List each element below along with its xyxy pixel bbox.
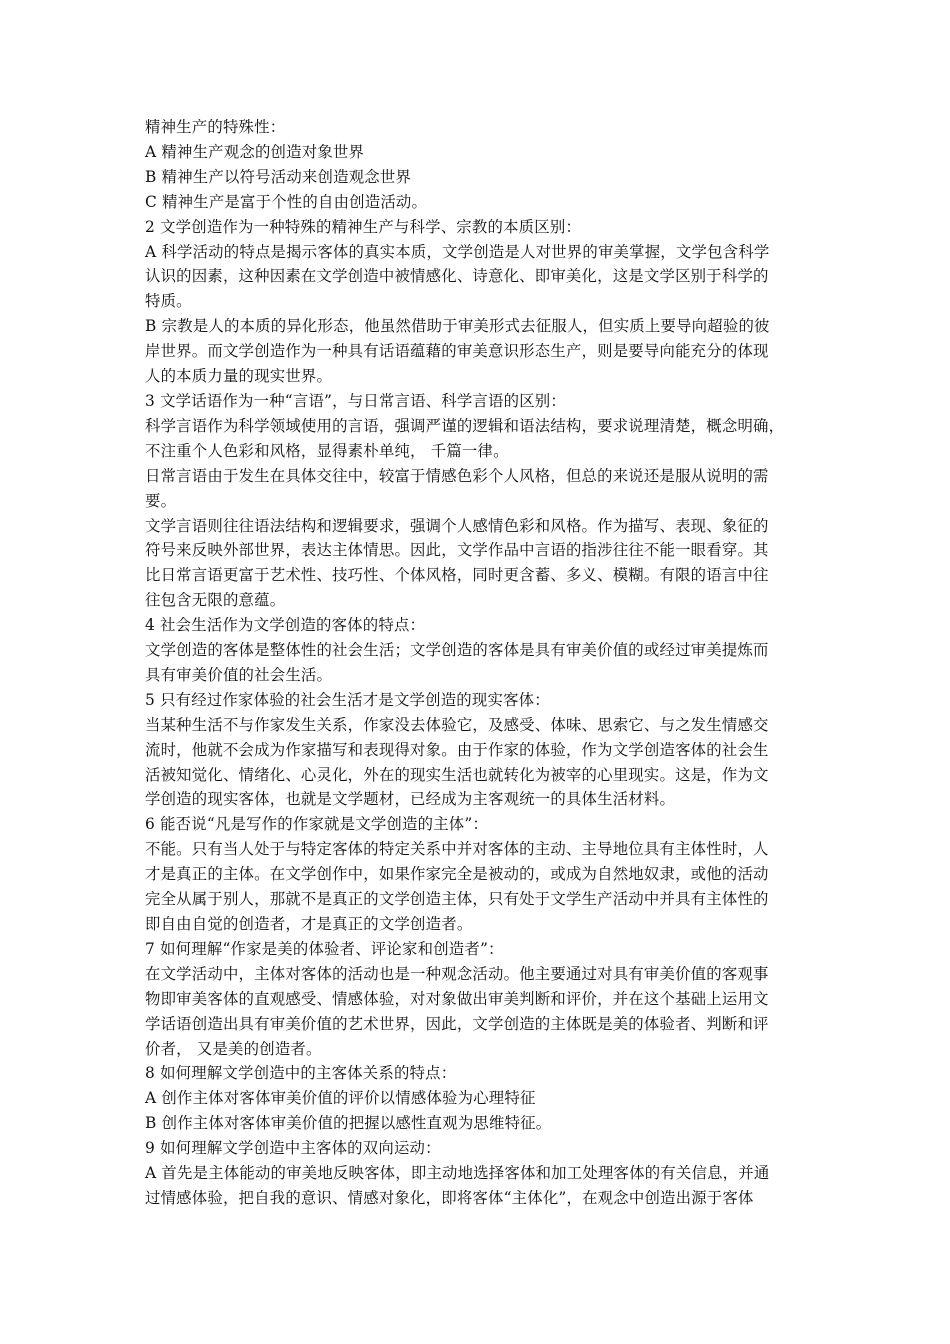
section-heading: 5 只有经过作家体验的社会生活才是文学创造的现实客体： bbox=[145, 690, 550, 709]
text-line: 过情感体验，把自我的意识、情感对象化，即将客体“主体化”，在观念中创造出源于客体 bbox=[145, 1188, 754, 1207]
section-heading: 9 如何理解文学创造中主客体的双向运动： bbox=[145, 1139, 441, 1158]
text-line: 才是真正的主体。在文学创作中，如果作家完全是被动的，或成为自然地奴隶，或他的活动 bbox=[145, 865, 769, 884]
text-line: B 创作主体对客体审美价值的把握以感性直观为思维特征。 bbox=[145, 1114, 552, 1133]
text-line: 岸世界。而文学创造作为一种具有话语蕴藉的审美意识形态生产，则是要导向能充分的体现 bbox=[145, 342, 769, 361]
text-line: 精神生产的特殊性： bbox=[145, 118, 286, 136]
text-line: 特质。 bbox=[145, 292, 192, 311]
text-line: 学话语创造出具有审美价值的艺术世界，因此，文学创造的主体既是美的体验者、判断和评 bbox=[145, 1014, 769, 1033]
text-line: 价者， 又是美的创造者。 bbox=[145, 1039, 322, 1058]
text-line: 学创造的现实客体，也就是文学题材，已经成为主客观统一的具体生活材料。 bbox=[145, 790, 676, 809]
text-line: 在文学活动中，主体对客体的活动也是一种观念活动。他主要通过对具有审美价值的客观事 bbox=[145, 964, 769, 983]
text-line: 物即审美客体的直观感受、情感体验，对对象做出审美判断和评价，并在这个基础上运用文 bbox=[145, 989, 769, 1008]
section-heading: 8 如何理解文学创造中的主客体关系的特点： bbox=[145, 1064, 457, 1083]
text-line: 符号来反映外部世界，表达主体情思。因此，文学作品中言语的指涉往往不能一眼看穿。其 bbox=[145, 541, 769, 560]
text-line: 科学言语作为科学领域使用的言语，强调严谨的逻辑和语法结构，要求说理清楚，概念明确， bbox=[145, 416, 785, 435]
text-line: B 宗教是人的本质的异化形态，他虽然借助于审美形式去征服人，但实质上要导向超验的彼 bbox=[145, 317, 770, 336]
text-line: A 创作主体对客体审美价值的评价以情感体验为心理特征 bbox=[145, 1089, 536, 1108]
text-line: A 首先是主体能动的审美地反映客体，即主动地选择客体和加工处理客体的有关信息，并通 bbox=[145, 1164, 770, 1183]
section-heading: 6 能否说“凡是写作的作家就是文学创造的主体”： bbox=[145, 815, 489, 834]
text-line: 流时，他就不会成为作家描写和表现得对象。由于作家的体验，作为文学创造客体的社会生 bbox=[145, 740, 769, 759]
section-heading: 7 如何理解“作家是美的体验者、评论家和创造者”： bbox=[145, 939, 504, 958]
text-line: 比日常言语更富于艺术性、技巧性、个体风格，同时更含蓄、多义、模糊。有限的语言中往 bbox=[145, 566, 769, 585]
text-line: 具有审美价值的社会生活。 bbox=[145, 665, 333, 684]
text-line: 活被知觉化、情绪化、心灵化，外在的现实生活也就转化为被宰的心里现实。这是，作为文 bbox=[145, 765, 769, 784]
text-line: 完全从属于别人，那就不是真正的文学创造主体，只有处于文学生产活动中并具有主体性的 bbox=[145, 890, 769, 909]
text-line: 认识的因素，这种因素在文学创造中被情感化、诗意化、即审美化，这是文学区别于科学的 bbox=[145, 267, 769, 286]
text-line: A 精神生产观念的创造对象世界 bbox=[145, 142, 365, 161]
text-line: 文学言语则往往语法结构和逻辑要求，强调个人感情色彩和风格。作为描写、表现、象征的 bbox=[145, 516, 769, 535]
text-line: 即自由自觉的创造者，才是真正的文学创造者。 bbox=[145, 915, 473, 933]
text-line: 人的本质力量的现实世界。 bbox=[145, 367, 333, 386]
text-line: C 精神生产是富于个性的自由创造活动。 bbox=[145, 192, 428, 211]
text-line: 日常言语由于发生在具体交往中，较富于情感色彩个人风格，但总的来说还是服从说明的需 bbox=[145, 466, 769, 485]
section-heading: 4 社会生活作为文学创造的客体的特点： bbox=[145, 616, 426, 635]
section-heading: 3 文学话语作为一种“言语”，与日常言语、科学言语的区别： bbox=[145, 391, 566, 410]
text-line: 当某种生活不与作家发生关系，作家没去体验它，及感受、体味、思索它、与之发生情感交 bbox=[145, 715, 769, 734]
text-line: 往包含无限的意蕴。 bbox=[145, 591, 286, 610]
text-line: B 精神生产以符号活动来创造观念世界 bbox=[145, 167, 412, 186]
text-line: 要。 bbox=[145, 491, 177, 510]
section-heading: 2 文学创造作为一种特殊的精神生产与科学、宗教的本质区别： bbox=[145, 217, 582, 236]
text-line: 不注重个人色彩和风格，显得素朴单纯， 千篇一律。 bbox=[145, 441, 509, 460]
text-line: 文学创造的客体是整体性的社会生活；文学创造的客体是具有审美价值的或经过审美提炼而 bbox=[145, 641, 769, 660]
document-body bbox=[145, 115, 810, 1211]
text-line: 不能。只有当人处于与特定客体的特定关系中并对客体的主动、主导地位具有主体性时，人 bbox=[145, 840, 769, 859]
text-line: A 科学活动的特点是揭示客体的真实本质，文学创造是人对世界的审美掌握，文学包含科学 bbox=[145, 242, 770, 261]
